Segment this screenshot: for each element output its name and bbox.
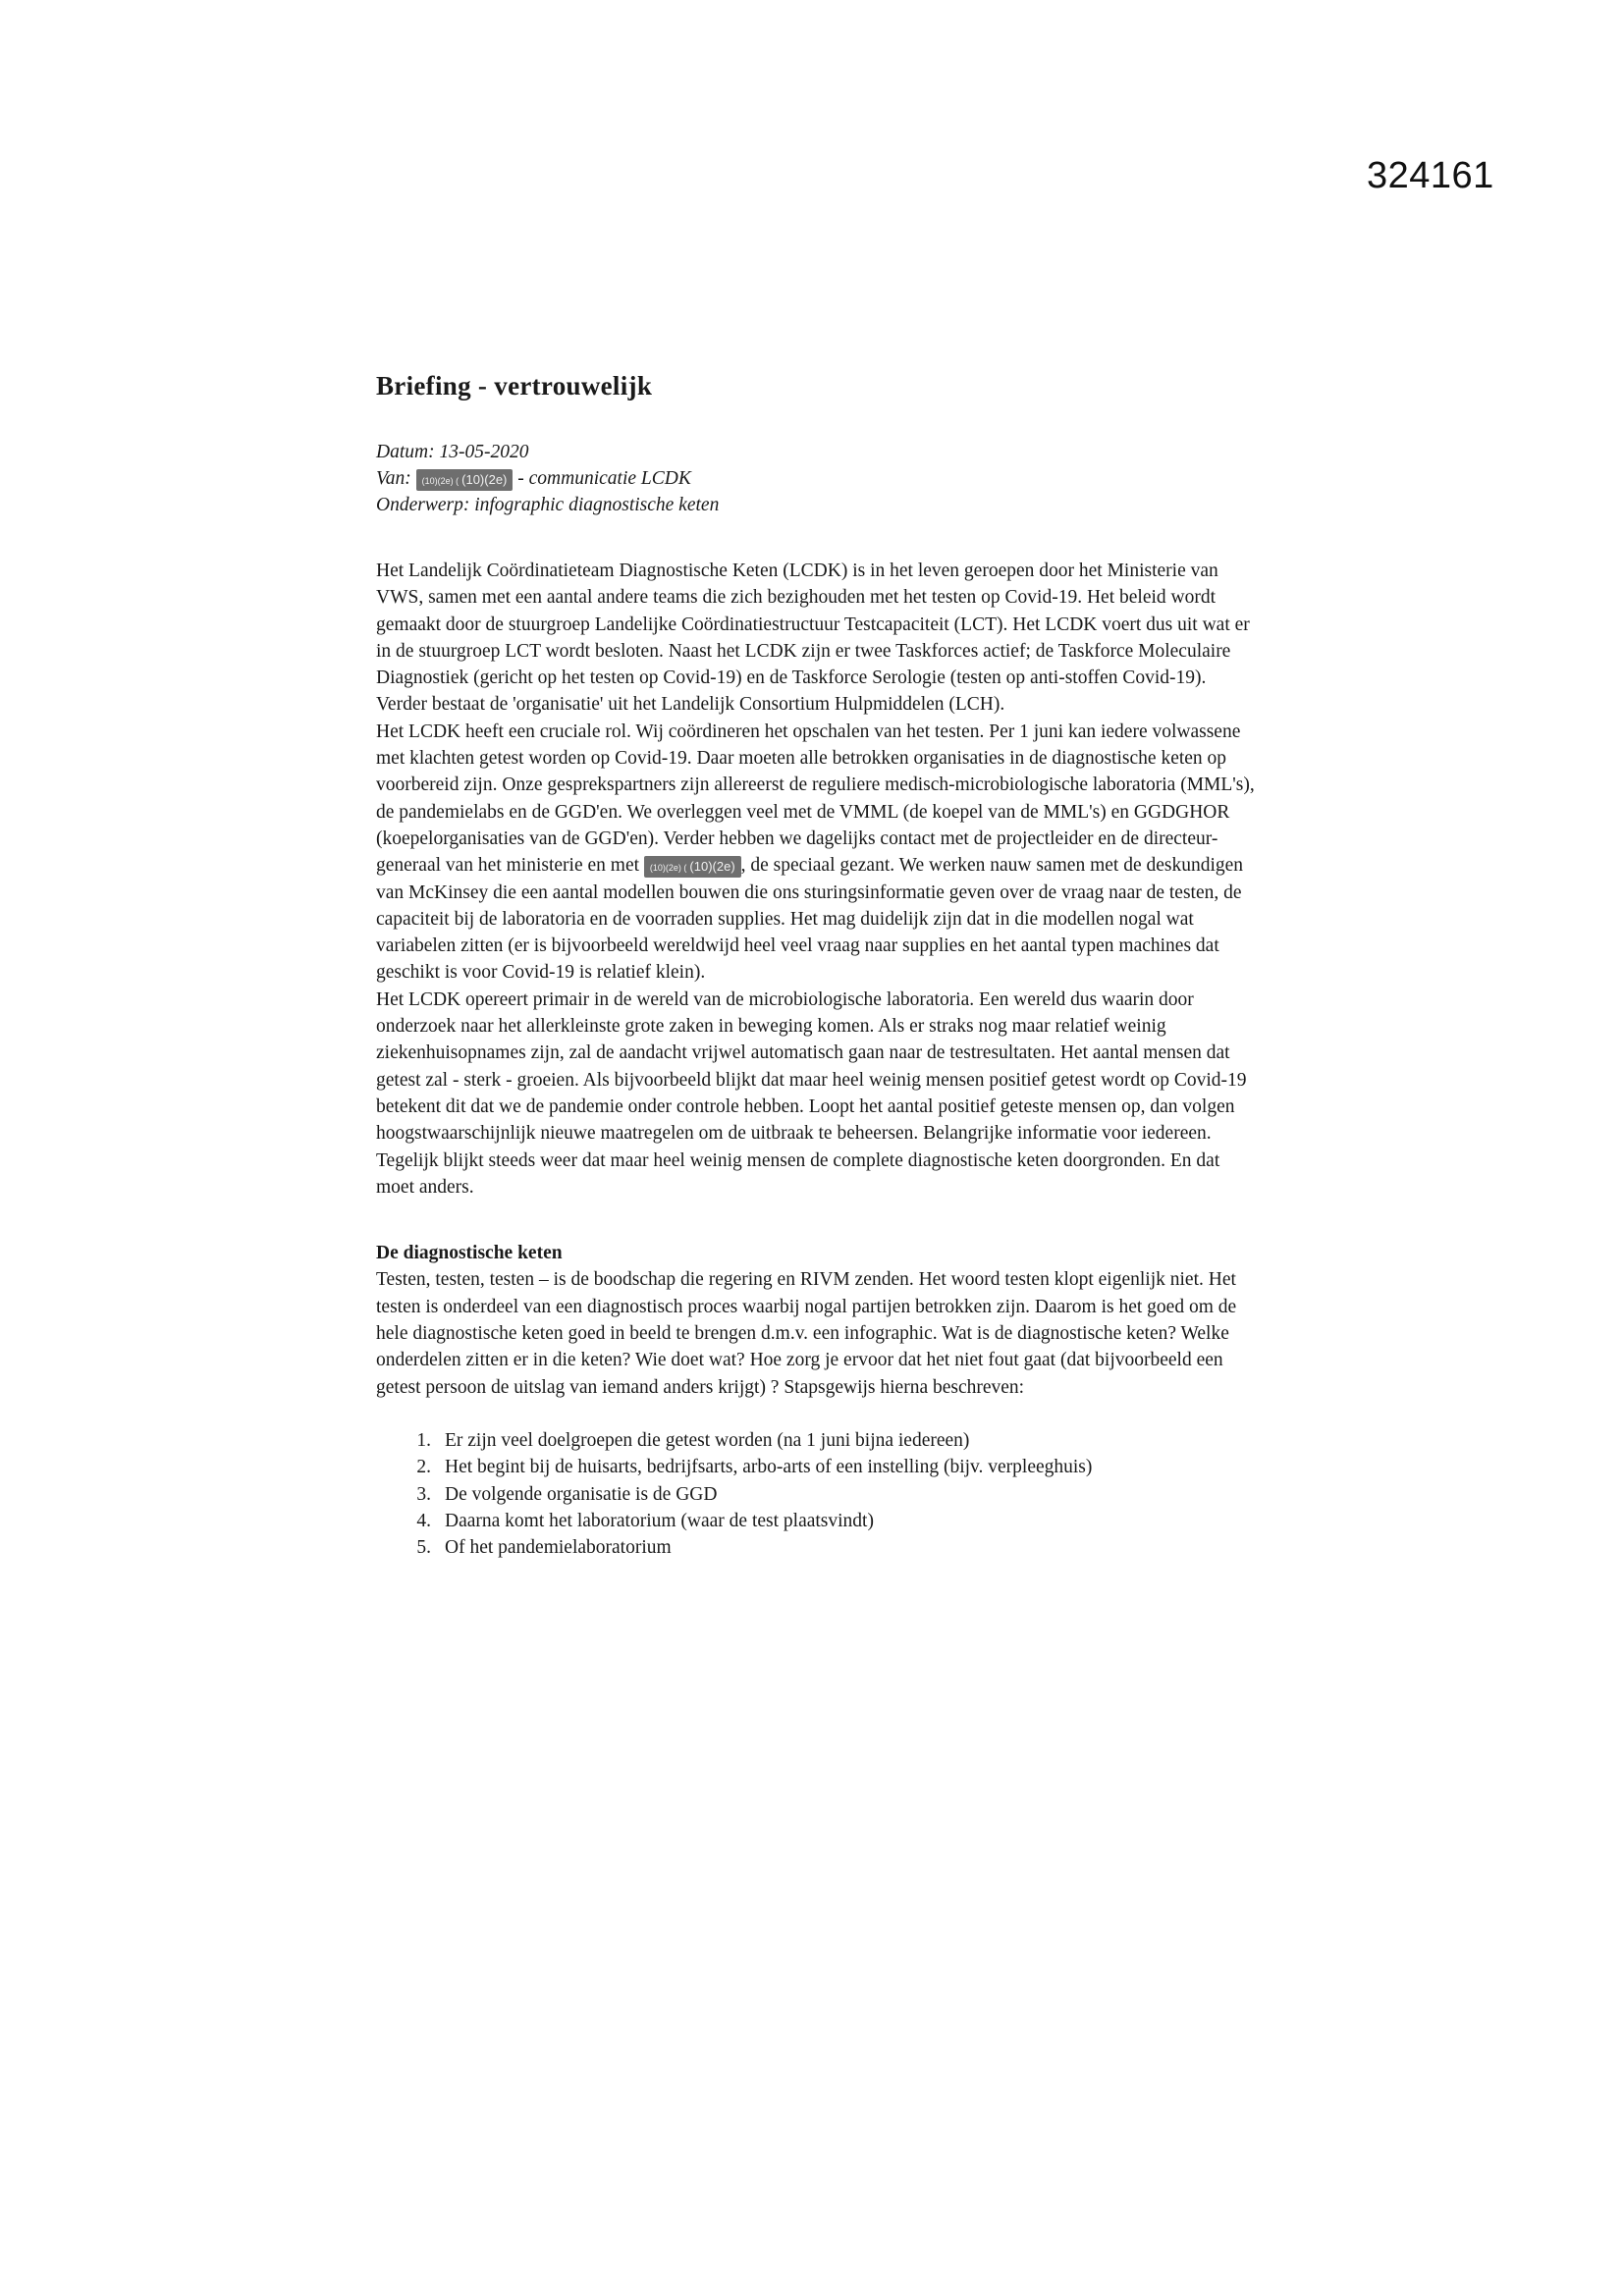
list-item-number: 2.	[416, 1457, 431, 1478]
list-item-number: 3.	[416, 1483, 431, 1505]
paragraph-role	[376, 719, 1260, 987]
redaction-code: (10)(2e)	[461, 472, 508, 487]
list-item	[376, 1508, 1260, 1534]
body-text	[376, 558, 1260, 1561]
redaction-box	[644, 856, 741, 878]
meta-date: Datum: 13-05-2020	[376, 442, 529, 462]
briefing-document	[376, 371, 1260, 1561]
list-item-text: Daarna komt het laboratorium (waar de test plaatsvindt)	[445, 1510, 874, 1531]
paragraph-role-part2: , de speciaal gezant. We werken nauw samen met de deskundigen van McKinsey die een aantal modellen bouwen die ons sturingsinformatie geven over de vraag naar de testen, de capaciteit bij de laboratoria en de voorraden supplies. Het mag duidelijk zijn dat in die modellen nogal wat variabelen zitten (er is bijvoorbeeld wereldwijd heel veel vraag naar supplies en het aantal typen machines dat geschikt is voor Covid-19 is relatief klein).	[376, 855, 1244, 984]
paragraph-intro: Het Landelijk Coördinatieteam Diagnostische Keten (LCDK) is in het leven geroepen door het Ministerie van VWS, samen met een aantal andere teams die zich bezighouden met het testen op Covid-19. Het beleid wordt gemaakt door de stuurgroep Landelijke Coördinatiestructuur Testcapaciteit (LCT). Het LCDK voert dus uit wat er in de stuurgroep LCT wordt besloten. Naast het LCDK zijn er twee Taskforces actief; de Taskforce Moleculaire Diagnostiek (gericht op het testen op Covid-19) en de Taskforce Serologie (testen op anti-stoffen Covid-19). Verder bestaat de 'organisatie' uit het Landelijk Consortium Hulpmiddelen (LCH).	[376, 561, 1250, 716]
redaction-code: (10)(2e)	[689, 859, 735, 875]
list-item	[376, 1481, 1260, 1508]
list-item-text: Het begint bij de huisarts, bedrijfsarts, arbo-arts of een instelling (bijv. verpleeghuis)	[445, 1457, 1093, 1478]
list-item	[376, 1534, 1260, 1561]
list-item	[376, 1427, 1260, 1454]
paragraph-role-part1: Het LCDK heeft een cruciale rol. Wij coördineren het opschalen van het testen. Per 1 juni kan iedere volwassene met klachten getest worden op Covid-19. Daar moeten alle betrokken organisaties in de diagnostische keten op voorbereid zijn. Onze gesprekspartners zijn allereerst de reguliere medisch-microbiologische laboratoria (MML's), de pandemielabs en de GGD'en. We overleggen veel met de VMML (de koepel van de MML's) en GGDGHOR (koepelorganisaties van de GGD'en). Verder hebben we dagelijks contact met de projectleider en de directeur-generaal van het ministerie en met	[376, 721, 1255, 877]
document-title: Briefing - vertrouwelijk	[376, 371, 653, 400]
list-item	[376, 1454, 1260, 1480]
meta-block	[376, 439, 1260, 518]
section-heading: De diagnostische keten	[376, 1243, 563, 1264]
paragraph-laboratories: Het LCDK opereert primair in de wereld van de microbiologische laboratoria. Een wereld dus waarin door onderzoek naar het allerkleinste grote zaken in beweging komen. Als er straks nog maar relatief weinig ziekenhuisopnames zijn, zal de aandacht vrijwel automatisch gaan naar de testresultaten. Het aantal mensen dat getest zal - sterk - groeien. Als bijvoorbeeld blijkt dat maar heel weinig mensen positief getest wordt op Covid-19 betekent dit dat we de pandemie onder controle hebben. Loopt het aantal positief geteste mensen op, dan volgen hoogstwaarschijnlijk nieuwe maatregelen om de uitbraak te beheersen. Belangrijke informatie voor iedereen. Tegelijk blijkt steeds weer dat maar heel weinig mensen de complete diagnostische keten doorgronden. En dat moet anders.	[376, 988, 1247, 1198]
meta-from-label: Van:	[376, 468, 411, 489]
list-item-number: 4.	[416, 1510, 431, 1531]
paragraph-chain: Testen, testen, testen – is de boodschap die regering en RIVM zenden. Het woord testen klopt eigenlijk niet. Het testen is onderdeel van een diagnostisch proces waarbij nogal partijen betrokken zijn. Daarom is het goed om de hele diagnostische keten goed in beeld te brengen d.m.v. een infographic. Wat is de diagnostische keten? Welke onderdelen zitten er in die keten? Wie doet wat? Hoe zorg je ervoor dat het niet fout gaat (dat bijvoorbeeld een getest persoon de uitslag van iemand anders krijgt) ? Stapsgewijs hierna beschreven:	[376, 1269, 1237, 1398]
meta-from	[376, 465, 1260, 492]
steps-list	[376, 1427, 1260, 1561]
redaction-box	[416, 469, 514, 491]
redaction-small-code: (10)(2e) (	[649, 863, 687, 874]
list-item-text: Er zijn veel doelgroepen die getest worden (na 1 juni bijna iedereen)	[445, 1429, 970, 1451]
list-item-number: 5.	[416, 1537, 431, 1559]
list-item-text: Of het pandemielaboratorium	[445, 1537, 672, 1559]
meta-subject: Onderwerp: infographic diagnostische keten	[376, 495, 720, 515]
meta-from-suffix: - communicatie LCDK	[513, 468, 691, 489]
list-item-text: De volgende organisatie is de GGD	[445, 1483, 718, 1505]
list-item-number: 1.	[416, 1429, 431, 1451]
document-number: 324161	[1367, 155, 1494, 196]
redaction-small-code: (10)(2e) (	[421, 476, 460, 486]
